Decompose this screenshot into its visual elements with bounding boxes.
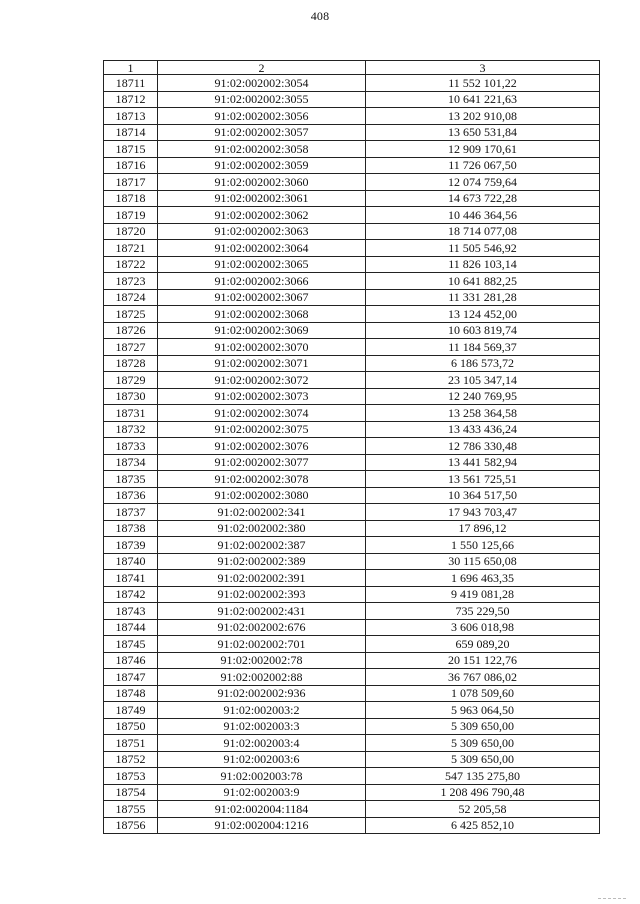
cadastral-number-cell: 91:02:002002:3078: [158, 471, 366, 488]
row-number-cell: 18747: [104, 669, 158, 686]
row-number-cell: 18739: [104, 537, 158, 554]
cadastral-number-cell: 91:02:002003:78: [158, 768, 366, 785]
value-cell: 6 425 852,10: [366, 817, 600, 834]
table-body: [104, 75, 600, 834]
table-row: [104, 372, 600, 389]
page-number: 408: [310, 9, 330, 23]
row-number-cell: 18736: [104, 487, 158, 504]
cadastral-number-cell: 91:02:002002:431: [158, 603, 366, 620]
table-row: [104, 108, 600, 125]
table-row: [104, 223, 600, 240]
table-row: [104, 289, 600, 306]
table-row: [104, 124, 600, 141]
row-number-cell: 18716: [104, 157, 158, 174]
row-number-cell: 18748: [104, 685, 158, 702]
cadastral-number-cell: 91:02:002004:1216: [158, 817, 366, 834]
cadastral-number-cell: 91:02:002002:3055: [158, 91, 366, 108]
row-number-cell: 18734: [104, 454, 158, 471]
table-row: [104, 322, 600, 339]
row-number-cell: 18746: [104, 652, 158, 669]
value-cell: 9 419 081,28: [366, 586, 600, 603]
cadastral-number-cell: 91:02:002002:3060: [158, 174, 366, 191]
value-cell: 52 205,58: [366, 801, 600, 818]
row-number-cell: 18745: [104, 636, 158, 653]
cadastral-number-cell: 91:02:002002:3072: [158, 372, 366, 389]
table-row: [104, 669, 600, 686]
row-number-cell: 18756: [104, 817, 158, 834]
cadastral-number-cell: 91:02:002002:3066: [158, 273, 366, 290]
table-row: [104, 751, 600, 768]
table-row: [104, 735, 600, 752]
value-cell: 5 309 650,00: [366, 735, 600, 752]
row-number-cell: 18749: [104, 702, 158, 719]
table-row: [104, 636, 600, 653]
value-cell: 13 202 910,08: [366, 108, 600, 125]
table-row: [104, 256, 600, 273]
value-cell: 12 786 330,48: [366, 438, 600, 455]
value-cell: 13 561 725,51: [366, 471, 600, 488]
table-row: [104, 702, 600, 719]
cadastral-number-cell: 91:02:002003:3: [158, 718, 366, 735]
value-cell: 12 074 759,64: [366, 174, 600, 191]
table-row: [104, 652, 600, 669]
table-row: [104, 421, 600, 438]
row-number-cell: 18733: [104, 438, 158, 455]
value-cell: 13 650 531,84: [366, 124, 600, 141]
value-cell: 11 331 281,28: [366, 289, 600, 306]
table-row: [104, 603, 600, 620]
row-number-cell: 18754: [104, 784, 158, 801]
cadastral-number-cell: 91:02:002002:3062: [158, 207, 366, 224]
value-cell: 18 714 077,08: [366, 223, 600, 240]
cadastral-number-cell: 91:02:002002:936: [158, 685, 366, 702]
cadastral-number-cell: 91:02:002002:3070: [158, 339, 366, 356]
table-row: [104, 405, 600, 422]
value-cell: 20 151 122,76: [366, 652, 600, 669]
value-cell: 13 433 436,24: [366, 421, 600, 438]
table-row: [104, 520, 600, 537]
value-cell: 5 309 650,00: [366, 718, 600, 735]
row-number-cell: 18726: [104, 322, 158, 339]
row-number-cell: 18744: [104, 619, 158, 636]
row-number-cell: 18740: [104, 553, 158, 570]
table-row: [104, 570, 600, 587]
table-row: [104, 801, 600, 818]
table-row: [104, 471, 600, 488]
value-cell: 30 115 650,08: [366, 553, 600, 570]
value-cell: 1 078 509,60: [366, 685, 600, 702]
row-number-cell: 18741: [104, 570, 158, 587]
table-row: [104, 487, 600, 504]
cadastral-number-cell: 91:02:002002:88: [158, 669, 366, 686]
cadastral-number-cell: 91:02:002002:391: [158, 570, 366, 587]
cadastral-number-cell: 91:02:002003:2: [158, 702, 366, 719]
cadastral-number-cell: 91:02:002002:3068: [158, 306, 366, 323]
value-cell: 13 441 582,94: [366, 454, 600, 471]
cadastral-number-cell: 91:02:002002:3074: [158, 405, 366, 422]
value-cell: 5 963 064,50: [366, 702, 600, 719]
table-row: [104, 454, 600, 471]
row-number-cell: 18725: [104, 306, 158, 323]
cadastral-number-cell: 91:02:002002:78: [158, 652, 366, 669]
cadastral-number-cell: 91:02:002002:389: [158, 553, 366, 570]
table-row: [104, 207, 600, 224]
row-number-cell: 18755: [104, 801, 158, 818]
value-cell: 10 641 221,63: [366, 91, 600, 108]
column-header-1: 1: [104, 61, 158, 75]
table-row: [104, 619, 600, 636]
cadastral-number-cell: 91:02:002002:341: [158, 504, 366, 521]
cadastral-number-cell: 91:02:002002:3065: [158, 256, 366, 273]
table-row: [104, 141, 600, 158]
cadastral-number-cell: 91:02:002002:3069: [158, 322, 366, 339]
cadastral-number-cell: 91:02:002002:3067: [158, 289, 366, 306]
cadastral-number-cell: 91:02:002003:4: [158, 735, 366, 752]
cadastral-number-cell: 91:02:002002:3063: [158, 223, 366, 240]
row-number-cell: 18723: [104, 273, 158, 290]
cadastral-number-cell: 91:02:002002:676: [158, 619, 366, 636]
cadastral-number-cell: 91:02:002002:701: [158, 636, 366, 653]
table-row: [104, 355, 600, 372]
cadastral-number-cell: 91:02:002002:3054: [158, 75, 366, 92]
value-cell: 13 124 452,00: [366, 306, 600, 323]
value-cell: 1 208 496 790,48: [366, 784, 600, 801]
value-cell: 10 446 364,56: [366, 207, 600, 224]
cadastral-number-cell: 91:02:002003:9: [158, 784, 366, 801]
cadastral-number-cell: 91:02:002002:387: [158, 537, 366, 554]
row-number-cell: 18728: [104, 355, 158, 372]
value-cell: 11 184 569,37: [366, 339, 600, 356]
value-cell: 10 603 819,74: [366, 322, 600, 339]
table-row: [104, 438, 600, 455]
row-number-cell: 18751: [104, 735, 158, 752]
registry-table: [103, 60, 600, 834]
row-number-cell: 18743: [104, 603, 158, 620]
table-row: [104, 553, 600, 570]
table-row: [104, 784, 600, 801]
row-number-cell: 18742: [104, 586, 158, 603]
row-number-cell: 18711: [104, 75, 158, 92]
value-cell: 11 726 067,50: [366, 157, 600, 174]
value-cell: 659 089,20: [366, 636, 600, 653]
cadastral-number-cell: 91:02:002002:3061: [158, 190, 366, 207]
cadastral-number-cell: 91:02:002002:380: [158, 520, 366, 537]
value-cell: 5 309 650,00: [366, 751, 600, 768]
value-cell: 10 364 517,50: [366, 487, 600, 504]
row-number-cell: 18718: [104, 190, 158, 207]
value-cell: 12 240 769,95: [366, 388, 600, 405]
cadastral-number-cell: 91:02:002002:3080: [158, 487, 366, 504]
value-cell: 11 826 103,14: [366, 256, 600, 273]
cadastral-number-cell: 91:02:002002:3059: [158, 157, 366, 174]
table-row: [104, 75, 600, 92]
value-cell: 1 696 463,35: [366, 570, 600, 587]
cadastral-number-cell: 91:02:002002:3073: [158, 388, 366, 405]
row-number-cell: 18737: [104, 504, 158, 521]
cadastral-number-cell: 91:02:002002:3075: [158, 421, 366, 438]
row-number-cell: 18750: [104, 718, 158, 735]
row-number-cell: 18722: [104, 256, 158, 273]
row-number-cell: 18730: [104, 388, 158, 405]
cadastral-number-cell: 91:02:002002:393: [158, 586, 366, 603]
row-number-cell: 18732: [104, 421, 158, 438]
row-number-cell: 18724: [104, 289, 158, 306]
cadastral-number-cell: 91:02:002002:3056: [158, 108, 366, 125]
table-row: [104, 504, 600, 521]
table-row: [104, 306, 600, 323]
row-number-cell: 18752: [104, 751, 158, 768]
value-cell: 17 896,12: [366, 520, 600, 537]
cadastral-number-cell: 91:02:002002:3064: [158, 240, 366, 257]
value-cell: 3 606 018,98: [366, 619, 600, 636]
value-cell: 12 909 170,61: [366, 141, 600, 158]
page-edge-mark: [598, 898, 626, 902]
table-row: [104, 388, 600, 405]
row-number-cell: 18714: [104, 124, 158, 141]
table-row: [104, 240, 600, 257]
table-row: [104, 339, 600, 356]
value-cell: 36 767 086,02: [366, 669, 600, 686]
value-cell: 11 505 546,92: [366, 240, 600, 257]
cadastral-number-cell: 91:02:002002:3071: [158, 355, 366, 372]
value-cell: 6 186 573,72: [366, 355, 600, 372]
column-header-3: 3: [366, 61, 600, 75]
cadastral-number-cell: 91:02:002003:6: [158, 751, 366, 768]
table-row: [104, 174, 600, 191]
row-number-cell: 18731: [104, 405, 158, 422]
row-number-cell: 18753: [104, 768, 158, 785]
cadastral-number-cell: 91:02:002002:3076: [158, 438, 366, 455]
value-cell: 11 552 101,22: [366, 75, 600, 92]
table-row: [104, 190, 600, 207]
row-number-cell: 18719: [104, 207, 158, 224]
value-cell: 10 641 882,25: [366, 273, 600, 290]
column-header-2: 2: [158, 61, 366, 75]
value-cell: 735 229,50: [366, 603, 600, 620]
table-row: [104, 273, 600, 290]
cadastral-number-cell: 91:02:002004:1184: [158, 801, 366, 818]
value-cell: 23 105 347,14: [366, 372, 600, 389]
table-row: [104, 817, 600, 834]
row-number-cell: 18729: [104, 372, 158, 389]
value-cell: 1 550 125,66: [366, 537, 600, 554]
value-cell: 547 135 275,80: [366, 768, 600, 785]
row-number-cell: 18720: [104, 223, 158, 240]
row-number-cell: 18721: [104, 240, 158, 257]
table-row: [104, 537, 600, 554]
row-number-cell: 18715: [104, 141, 158, 158]
table-header: [104, 61, 600, 75]
cadastral-number-cell: 91:02:002002:3057: [158, 124, 366, 141]
row-number-cell: 18727: [104, 339, 158, 356]
value-cell: 13 258 364,58: [366, 405, 600, 422]
row-number-cell: 18738: [104, 520, 158, 537]
row-number-cell: 18712: [104, 91, 158, 108]
table-row: [104, 91, 600, 108]
table-row: [104, 586, 600, 603]
table-row: [104, 768, 600, 785]
table-row: [104, 718, 600, 735]
cadastral-number-cell: 91:02:002002:3058: [158, 141, 366, 158]
table-row: [104, 157, 600, 174]
value-cell: 17 943 703,47: [366, 504, 600, 521]
header-row: [104, 61, 600, 75]
cadastral-number-cell: 91:02:002002:3077: [158, 454, 366, 471]
row-number-cell: 18735: [104, 471, 158, 488]
row-number-cell: 18713: [104, 108, 158, 125]
row-number-cell: 18717: [104, 174, 158, 191]
value-cell: 14 673 722,28: [366, 190, 600, 207]
table-row: [104, 685, 600, 702]
